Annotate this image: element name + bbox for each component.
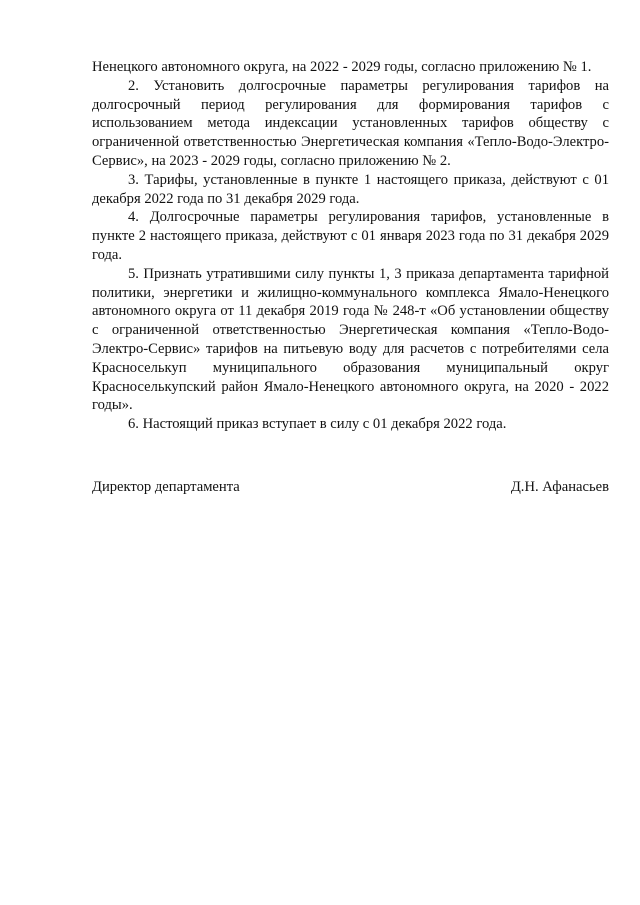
signature-position: Директор департамента [92,479,240,495]
signature-name: Д.Н. Афанасьев [510,479,609,495]
paragraph-item-2: 2. Установить долгосрочные параметры регулирования тарифов на долгосрочный период регулирования для формирования тарифов с использованием метода индексации установленных тарифов обществу с ограниченной ответственностью Энергетическая компания «Тепло-Водо-Электро-Сервис», на 2023 - 2029 годы, согласно приложению № 2. [92,77,609,169]
paragraph-item-5: 5. Признать утратившими силу пункты 1, 3 приказа департамента тарифной политики, энергетики и жилищно-коммунального комплекса Ямало-Ненецкого автономного округа от 11 декабря 2019 года № 248-т «Об установлении обществу с ограниченной ответственностью Энергетическая компания «Тепло-Водо-Электро-Сервис» тарифов на питьевую воду для расчетов с потребителями села Красноселькуп муниципального образования муниципальный округ Красноселькупский район Ямало-Ненецкого автономного округа, на 2020 - 2022 годы». [92,265,609,414]
document-body [92,58,609,434]
paragraph-item-4: 4. Долгосрочные параметры регулирования тарифов, установленные в пункте 2 настоящего приказа, действуют с 01 января 2023 года по 31 декабря 2029 года. [92,209,609,263]
paragraph-item-3: 3. Тарифы, установленные в пункте 1 настоящего приказа, действуют с 01 декабря 2022 года по 31 декабря 2029 года. [92,171,609,207]
paragraph-continuation: Ненецкого автономного округа, на 2022 - 2029 годы, согласно приложению № 1. [92,59,592,75]
paragraph-item-6: 6. Настоящий приказ вступает в силу с 01 декабря 2022 года. [128,416,507,433]
signature-block [92,478,609,497]
